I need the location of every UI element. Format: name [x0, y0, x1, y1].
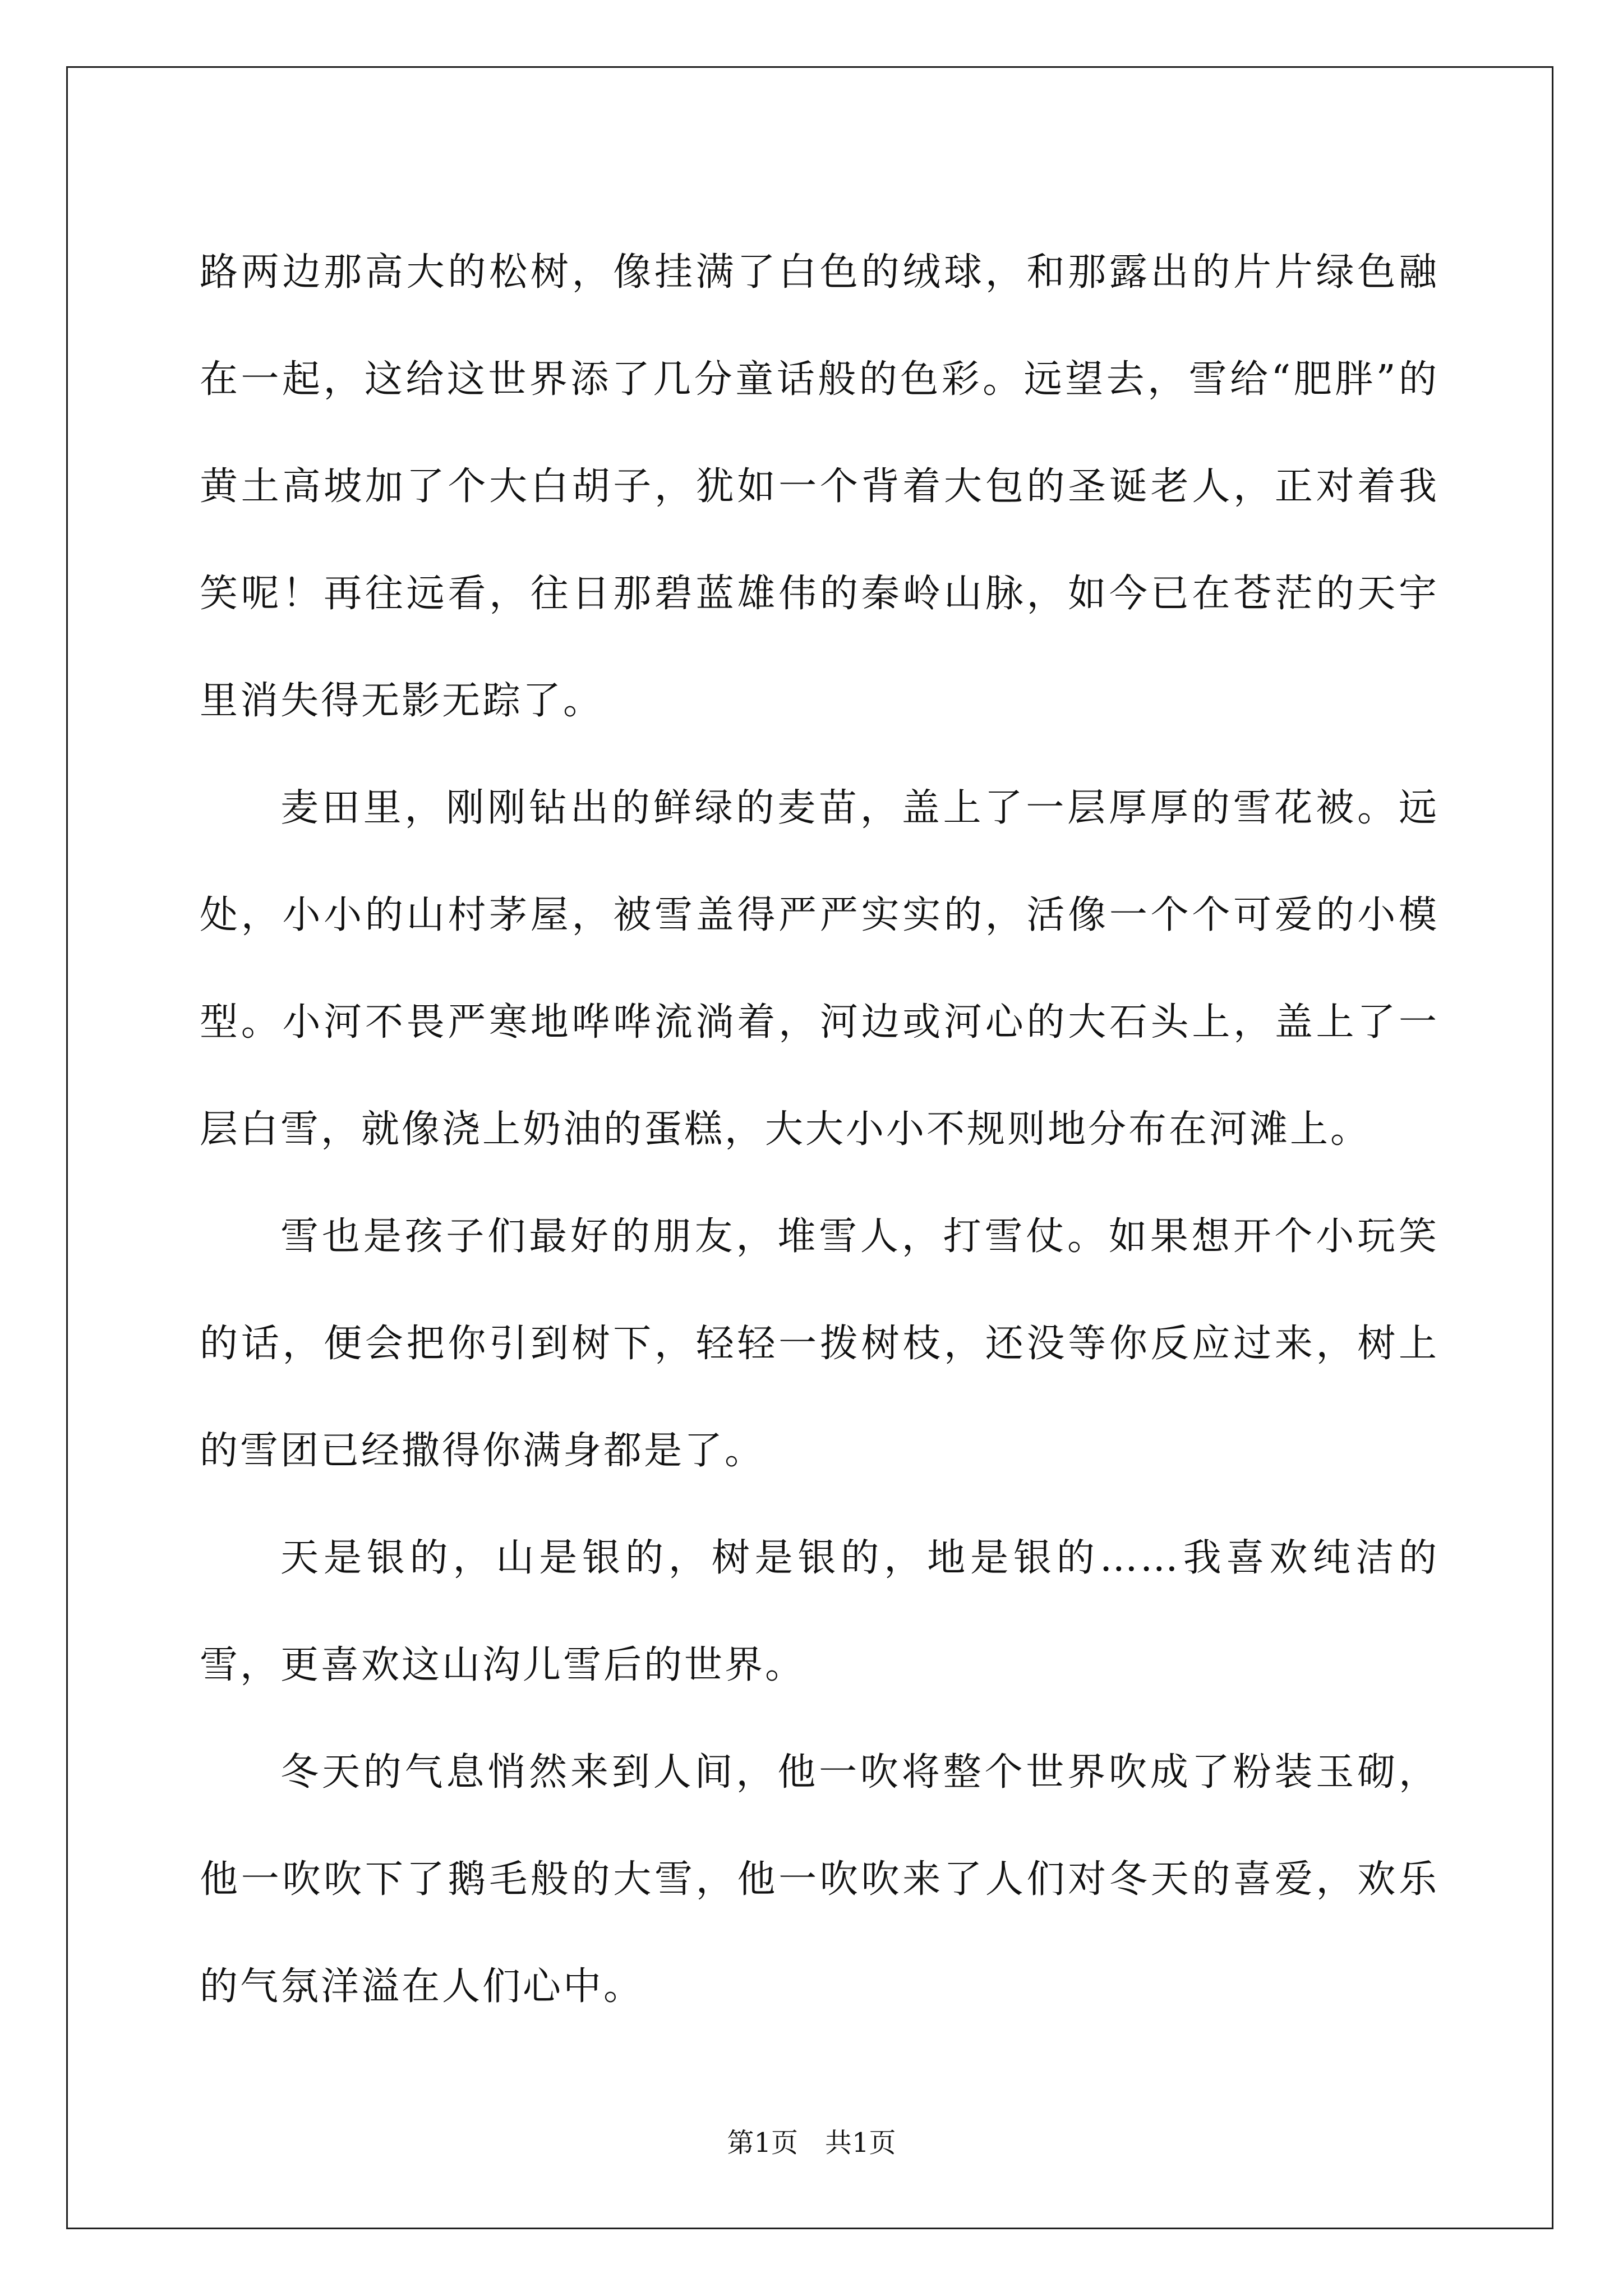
paragraph-3: 雪也是孩子们最好的朋友，堆雪人，打雪仗。如果想开个小玩笑的话，便会把你引到树下，轻轻一拨树枝，还没等你反应过来，树上的雪团已经撒得你满身都是了。	[200, 1214, 1439, 1473]
paragraph-4: 天是银的，山是银的，树是银的，地是银的……我喜欢纯洁的雪，更喜欢这山沟儿雪后的世界。	[200, 1536, 1439, 1687]
page-number-footer: 第1页 共1页	[727, 2127, 896, 2159]
paragraph-1: 路两边那高大的松树，像挂满了白色的绒球，和那露出的片片绿色融在一起，这给这世界添了几分童话般的色彩。远望去，雪给“肥胖”的黄土高坡加了个大白胡子，犹如一个背着大包的圣诞老人，正对着我笑呢！再往远看，往日那碧蓝雄伟的秦岭山脉，如今已在苍茫的天宇里消失得无影无踪了。	[200, 250, 1439, 723]
paragraph-5: 冬天的气息悄然来到人间，他一吹将整个世界吹成了粉装玉砌，他一吹吹下了鹅毛般的大雪，他一吹吹来了人们对冬天的喜爱，欢乐的气氛洋溢在人们心中。	[200, 1750, 1439, 2009]
document-body	[200, 219, 1439, 2040]
paragraph-2: 麦田里，刚刚钻出的鲜绿的麦苗，盖上了一层厚厚的雪花被。远处，小小的山村茅屋，被雪盖得严严实实的，活像一个个可爱的小模型。小河不畏严寒地哗哗流淌着，河边或河心的大石头上，盖上了一层白雪，就像浇上奶油的蛋糕，大大小小不规则地分布在河滩上。	[200, 786, 1439, 1152]
